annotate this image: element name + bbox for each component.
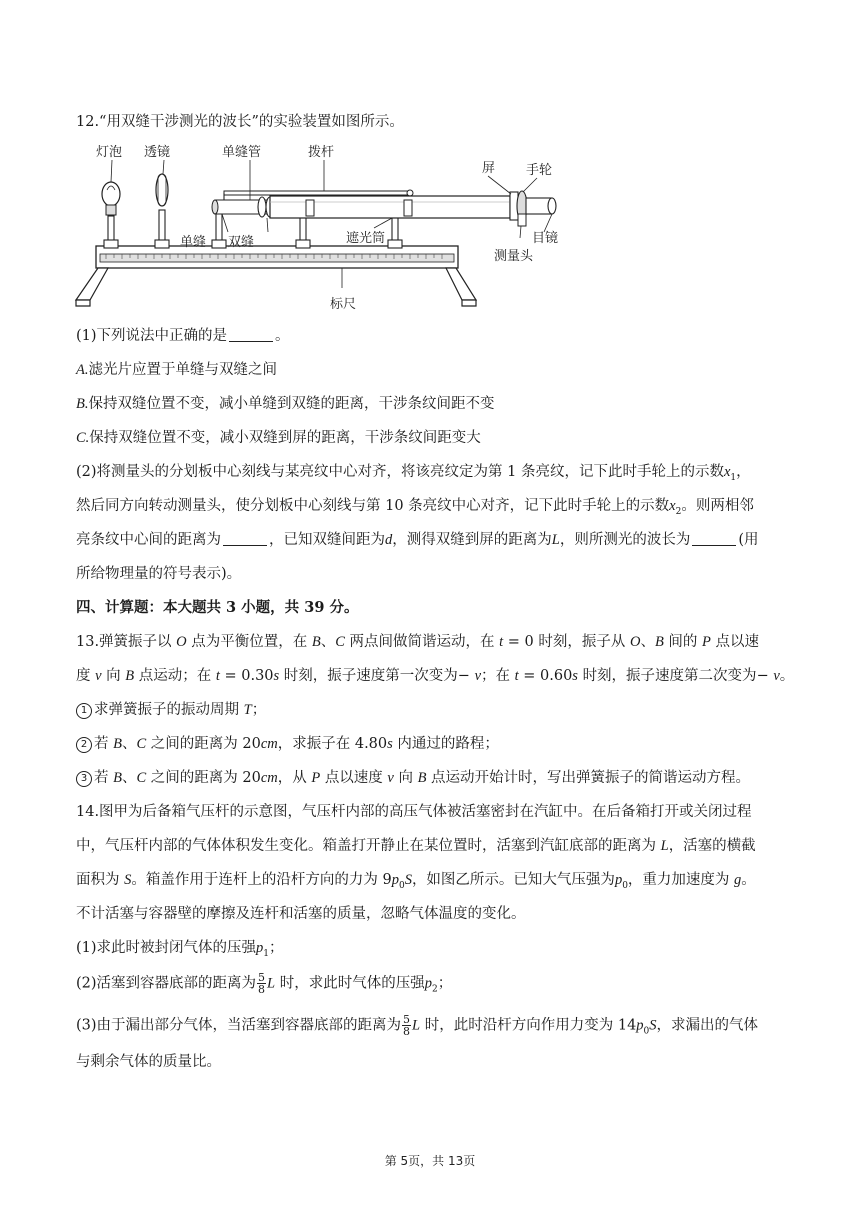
lever-rod — [224, 191, 408, 195]
q14-line2: 中，气压杆内部的气体体积发生变化。箱盖打开静止在某位置时，活塞到汽缸底部的距离为 L，活塞的横截 — [76, 838, 756, 854]
label-single-slit: 单缝 — [180, 235, 207, 250]
answer-blank — [229, 327, 273, 342]
label-lever: 拨杆 — [308, 145, 335, 160]
q12-stem: 12.“用双缝干涉测光的波长”的实验装置如图所示。 — [76, 114, 404, 130]
label-handwheel: 手轮 — [526, 163, 553, 178]
q12-part2-line3: 亮条纹中心间的距离为 ，已知双缝间距为d，测得双缝到屏的距离为L，则所测光的波长为 (用 — [76, 532, 759, 548]
label-measuring-head: 测量头 — [494, 249, 534, 264]
q14-part3-line1: (3)由于漏出部分气体，当活塞到容器底部的距离为 $\frac{5}{8}$ L 时，此时沿杆方向作用力变为 $14p_0S$，求漏出的气体 — [76, 1013, 759, 1038]
q12-option-a: A.滤光片应置于单缝与双缝之间 — [76, 362, 277, 378]
q13-sub1: 1 求弹簧振子的振动周期 T； — [76, 700, 266, 720]
q12-part1: (1)下列说法中正确的是 。 — [76, 328, 290, 344]
q14-line3: 面积为 S。箱盖作用于连杆上的沿杆方向的力为 $9p_0S$，如图乙所示。已知大气压强为$p_0$，重力加速度为 g。 — [76, 872, 756, 891]
measuring-head — [518, 214, 526, 226]
q12-part2-line4: 所给物理量的符号表示)。 — [76, 566, 242, 582]
left-foot — [76, 268, 108, 300]
label-scale: 标尺 — [330, 297, 357, 312]
q14-part3-line2: 与剩余气体的质量比。 — [76, 1054, 221, 1070]
q13-line1: 13.弹簧振子以 O 点为平衡位置，在 B、C 两点间做简谐运动，在 t = 0 时刻，振子从 O、B 间的 P 点以速 — [76, 634, 759, 650]
label-screen: 屏 — [482, 161, 496, 176]
scale-strip — [100, 254, 454, 262]
leader-lines — [111, 160, 552, 288]
q14-part1: (1)求此时被封闭气体的压强$p_1$； — [76, 940, 284, 959]
q13-line2: 度 v 向 B 点运动；在 t = 0.30s 时刻，振子速度第一次变为− v；在 t = 0.60s 时刻，振子速度第二次变为− v。 — [76, 668, 795, 684]
q14-line1: 14.图甲为后备箱气压杆的示意图，气压杆内部的高压气体被活塞密封在汽缸中。在后备箱打开或关闭过程 — [76, 804, 752, 820]
label-eyepiece: 目镜 — [532, 231, 559, 246]
double-slit-apparatus-figure — [74, 138, 574, 318]
label-lens: 透镜 — [144, 145, 171, 160]
answer-blank — [692, 531, 736, 546]
q14-part2: (2)活塞到容器底部的距离为 $\frac{5}{8}$ L 时，求此时气体的压强$p_2$； — [76, 971, 453, 996]
q14-line4: 不计活塞与容器壁的摩擦及连杆和活塞的质量，忽略气体温度的变化。 — [76, 906, 526, 922]
label-single-tube: 单缝管 — [222, 145, 262, 160]
q12-part2-line2: 然后同方向转动测量头，使分划板中心刻线与第 10 条亮纹中心对齐，记下此时手轮上的示数$x_2$。则两相邻 — [76, 498, 754, 517]
q12-option-c: C.保持双缝位置不变，减小双缝到屏的距离，干涉条纹间距变大 — [76, 430, 481, 446]
q13-sub3: 3 若 B、C 之间的距离为 20cm，从 P 点以速度 v 向 B 点运动开始计时，写出弹簧振子的简谐运动方程。 — [76, 768, 750, 788]
answer-blank — [223, 531, 267, 546]
label-lamp: 灯泡 — [96, 145, 123, 160]
q13-sub2: 2 若 B、C 之间的距离为 20cm，求振子在 4.80s 内通过的路程； — [76, 734, 499, 754]
section-4-heading: 四、计算题：本大题共 3 小题，共 39 分。 — [76, 599, 359, 616]
label-shade-tube: 遮光筒 — [346, 231, 386, 246]
q12-part2-line1: (2)将测量头的分划板中心刻线与某亮纹中心对齐，将该亮纹定为第 1 条亮纹，记下此时手轮上的示数$x_1$， — [76, 464, 751, 483]
right-foot — [446, 268, 476, 300]
double-slit — [258, 197, 266, 217]
q12-option-b: B.保持双缝位置不变，减小单缝到双缝的距离，干涉条纹间距不变 — [76, 396, 495, 412]
label-double-slit: 双缝 — [228, 235, 255, 250]
page-footer: 第 5页，共 13页 — [384, 1154, 476, 1168]
